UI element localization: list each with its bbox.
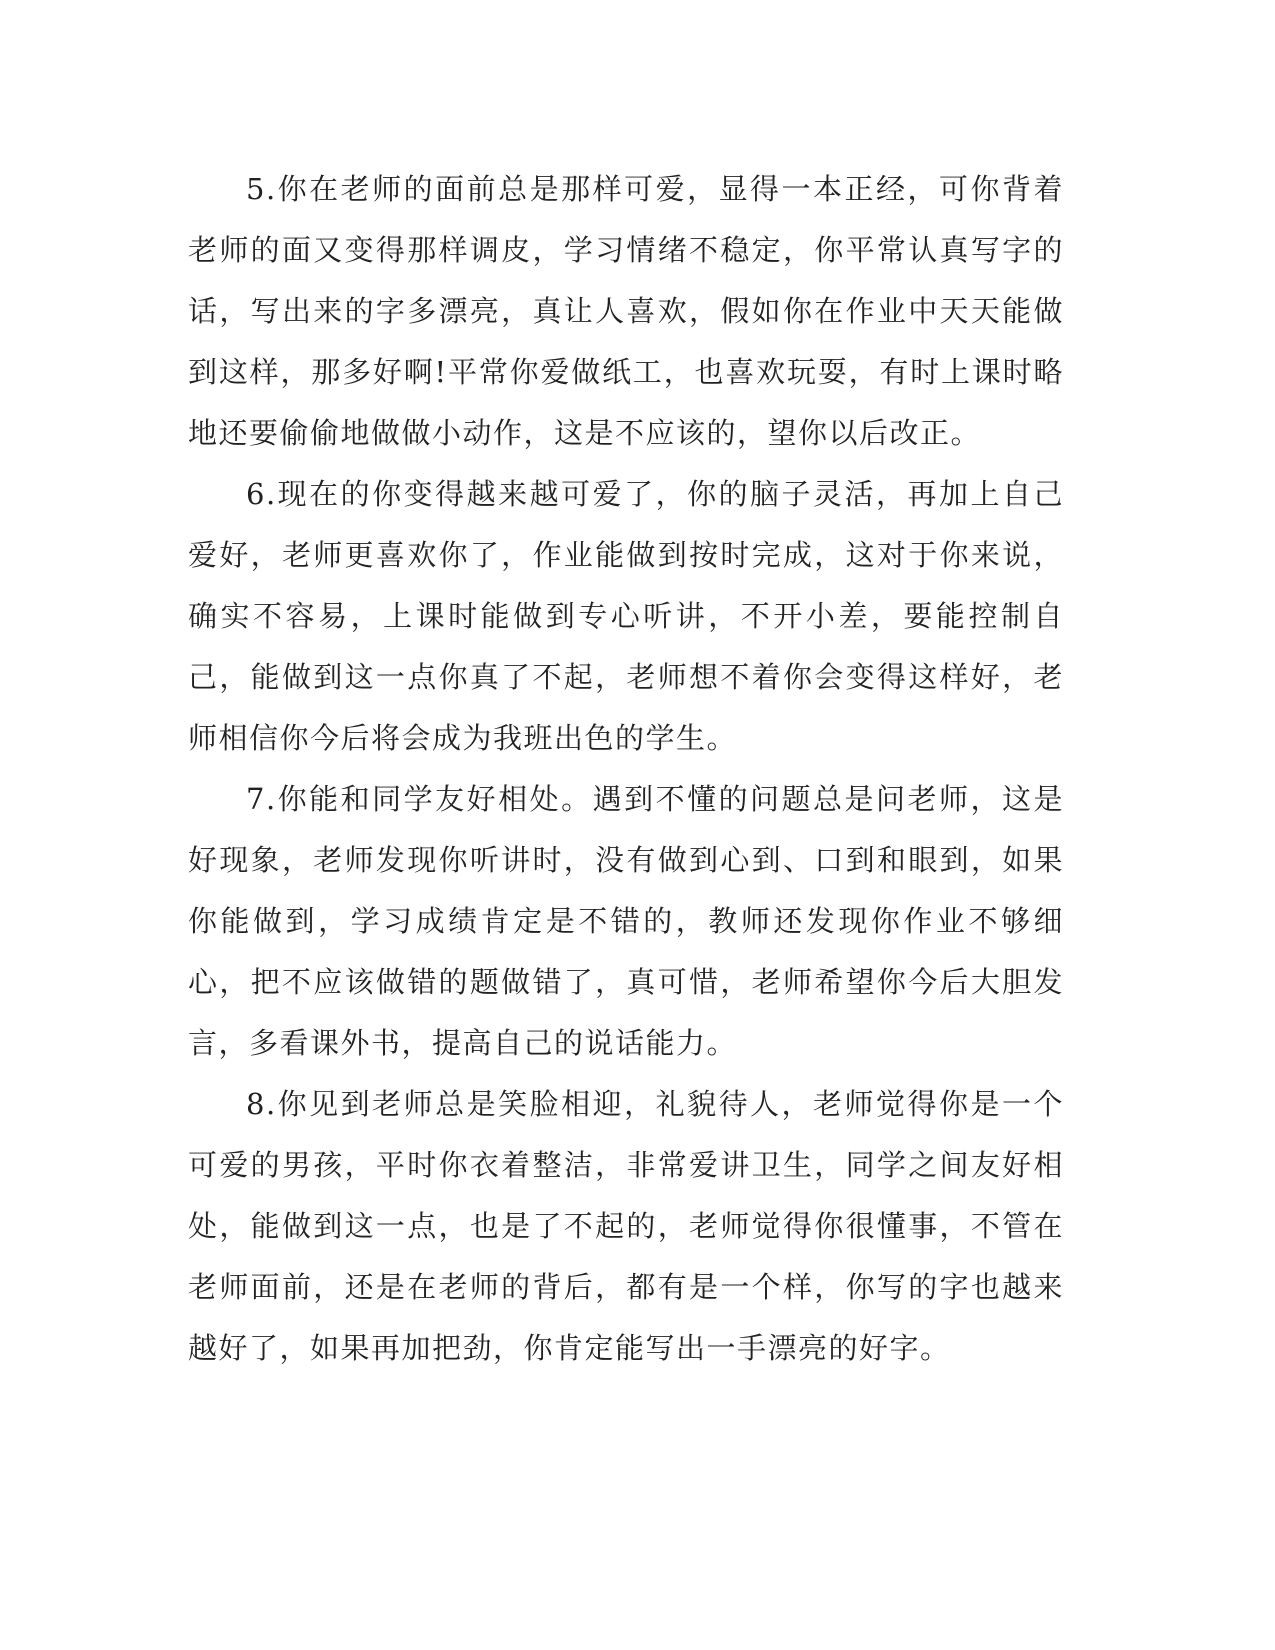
document-body bbox=[188, 159, 1064, 1379]
paragraph-8: 8.你见到老师总是笑脸相迎，礼貌待人，老师觉得你是一个可爱的男孩，平时你衣着整洁，非常爱讲卫生，同学之间友好相处，能做到这一点，也是了不起的，老师觉得你很懂事，不管在老师面前，还是在老师的背后，都有是一个样，你写的字也越来越好了，如果再加把劲，你肯定能写出一手漂亮的好字。 bbox=[188, 1087, 1064, 1365]
paragraph-5: 5.你在老师的面前总是那样可爱，显得一本正经，可你背着老师的面又变得那样调皮，学习情绪不稳定，你平常认真写字的话，写出来的字多漂亮，真让人喜欢，假如你在作业中天天能做到这样，那多好啊!平常你爱做纸工，也喜欢玩耍，有时上课时略地还要偷偷地做做小动作，这是不应该的，望你以后改正。 bbox=[188, 172, 1064, 450]
paragraph-6: 6.现在的你变得越来越可爱了，你的脑子灵活，再加上自己爱好，老师更喜欢你了，作业能做到按时完成，这对于你来说，确实不容易，上课时能做到专心听讲，不开小差，要能控制自己，能做到这一点你真了不起，老师想不着你会变得这样好，老师相信你今后将会成为我班出色的学生。 bbox=[188, 477, 1064, 755]
paragraph-7: 7.你能和同学友好相处。遇到不懂的问题总是问老师，这是好现象，老师发现你听讲时，没有做到心到、口到和眼到，如果你能做到，学习成绩肯定是不错的，教师还发现你作业不够细心，把不应该做错的题做错了，真可惜，老师希望你今后大胆发言，多看课外书，提高自己的说话能力。 bbox=[188, 782, 1064, 1060]
